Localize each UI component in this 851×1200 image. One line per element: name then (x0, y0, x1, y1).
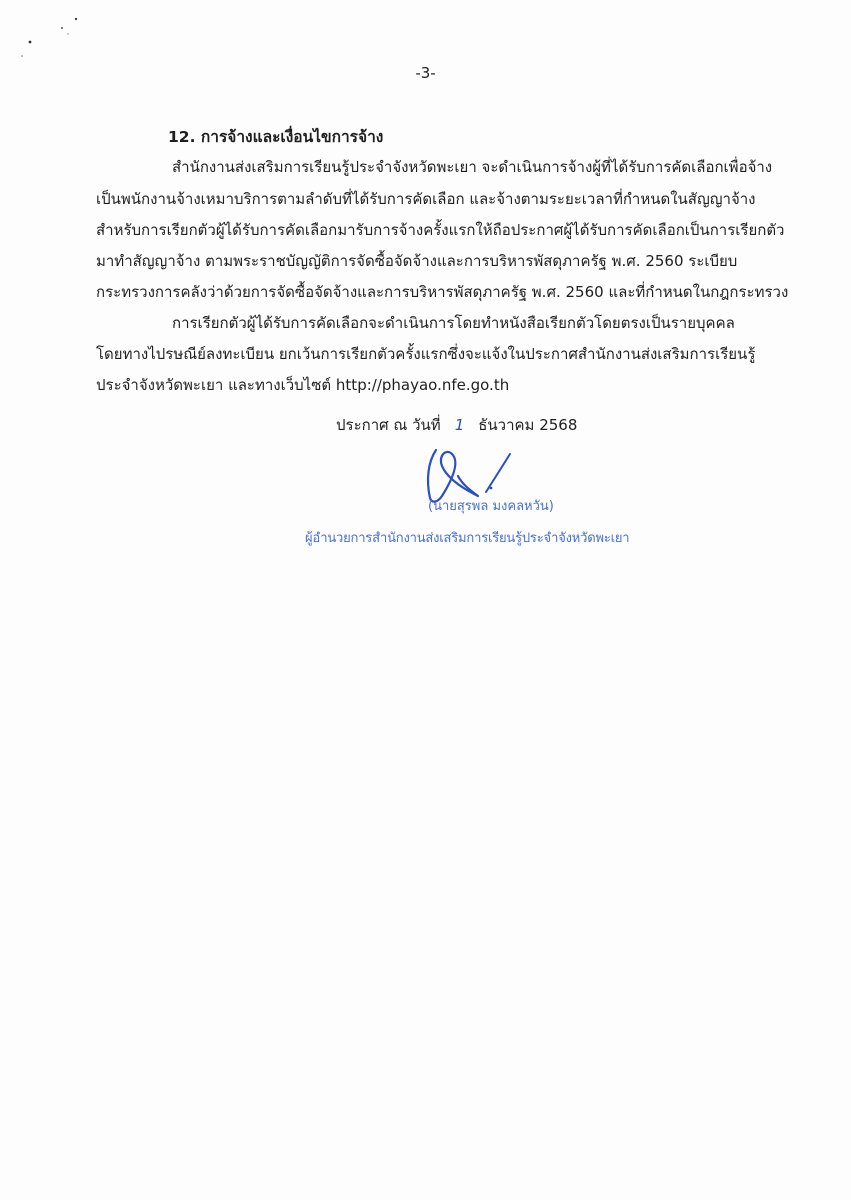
announcement-day: 1 (454, 416, 465, 434)
paragraph-line: การเรียกตัวผู้ได้รับการคัดเลือกจะดำเนินการโดยทำหนังสือเรียกตัวโดยตรงเป็นรายบุคคล (172, 314, 735, 332)
signer-title: ผู้อำนวยการสำนักงานส่งเสริมการเรียนรู้ประจำจังหวัดพะเยา (305, 531, 630, 546)
announcement-month-year: ธันวาคม 2568 (478, 416, 578, 434)
paragraph-line: ประจำจังหวัดพะเยา และทางเว็บไซต์ http://phayao.nfe.go.th (96, 376, 510, 394)
section-heading: 12. การจ้างและเงื่อนไขการจ้าง (168, 128, 384, 146)
page-number: -3- (415, 64, 436, 82)
paragraph-line: สำนักงานส่งเสริมการเรียนรู้ประจำจังหวัดพะเยา จะดำเนินการจ้างผู้ที่ได้รับการคัดเลือกเพื่อจ้าง (172, 158, 773, 176)
paragraph-line: เป็นพนักงานจ้างเหมาบริการตามลำดับที่ได้รับการคัดเลือก และจ้างตามระยะเวลาที่กำหนดในสัญญาจ้าง (96, 190, 756, 208)
announcement-prefix: ประกาศ ณ วันที่ (336, 416, 441, 434)
paragraph-line: สำหรับการเรียกตัวผู้ได้รับการคัดเลือกมารับการจ้างครั้งแรกให้ถือประกาศผู้ได้รับการคัดเลือกเป็นการเรียกตัว (96, 221, 785, 239)
announcement-date (336, 413, 577, 437)
paragraph-line: มาทำสัญญาจ้าง ตามพระราชบัญญัติการจัดซื้อจัดจ้างและการบริหารพัสดุภาครัฐ พ.ศ. 2560 ระเบียบ (96, 252, 738, 270)
paragraph-line: กระทรวงการคลังว่าด้วยการจัดซื้อจัดจ้างและการบริหารพัสดุภาครัฐ พ.ศ. 2560 และที่กำหนดในกฎกระทรวง (96, 283, 789, 301)
signer-name: (นายสุรพล มงคลหวัน) (428, 499, 554, 514)
paragraph-line: โดยทางไปรษณีย์ลงทะเบียน ยกเว้นการเรียกตัวครั้งแรกซึ่งจะแจ้งในประกาศสำนักงานส่งเสริมการเรียนรู้ (96, 345, 756, 363)
